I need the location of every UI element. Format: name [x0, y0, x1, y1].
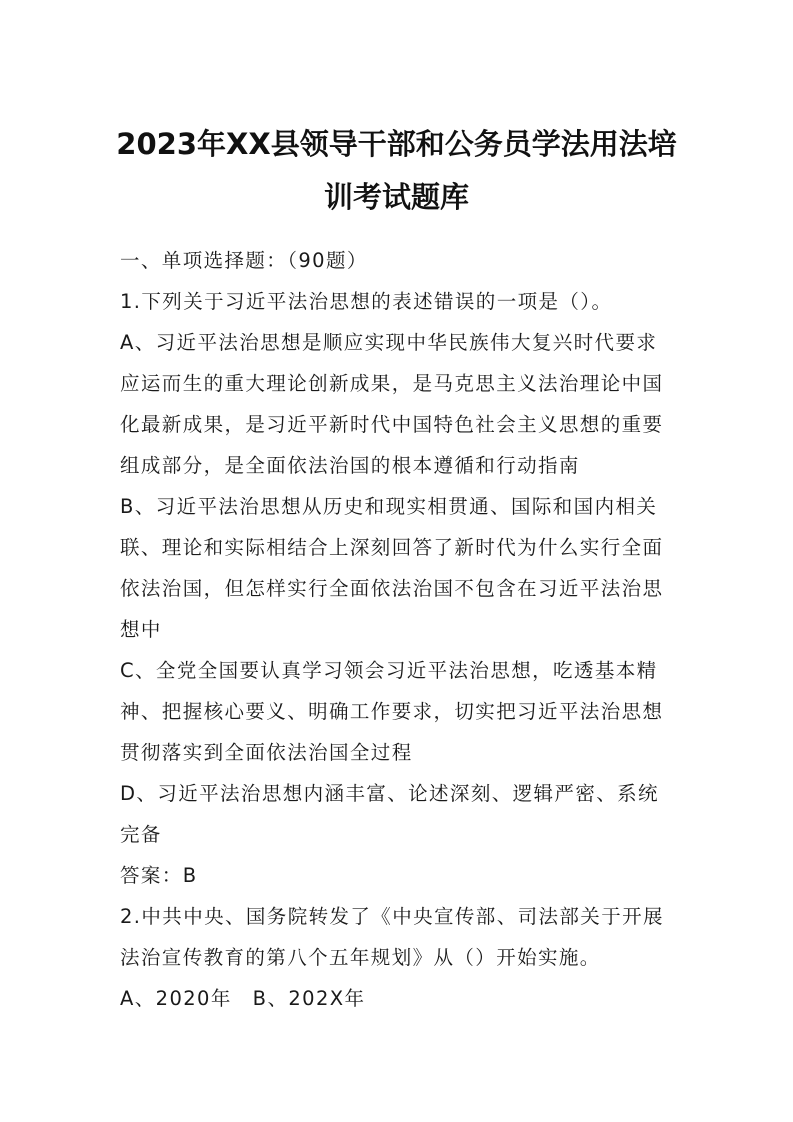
document-body	[120, 240, 673, 1019]
question-2	[120, 896, 673, 1019]
question-1	[120, 281, 673, 896]
document-title	[110, 118, 683, 224]
title-line-2: 训考试题库	[323, 180, 469, 214]
question-stem: 2.中共中央、国务院转发了《中央宣传部、司法部关于开展法治宣传教育的第八个五年规划》从（）开始实施。	[120, 905, 664, 969]
question-stem: 1.下列关于习近平法治思想的表述错误的一项是（）。	[120, 290, 613, 313]
options-ab: A、2020年 B、202X年	[120, 987, 366, 1010]
option-a: A、习近平法治思想是顺应实现中华民族伟大复兴时代要求应运而生的重大理论创新成果，是马克思主义法治理论中国化最新成果，是习近平新时代中国特色社会主义思想的重要组成部分，是全面依法治国的根本遵循和行动指南	[120, 331, 664, 477]
section-heading: 一、单项选择题：（90题）	[120, 249, 368, 272]
option-b: B、习近平法治思想从历史和现实相贯通、国际和国内相关联、理论和实际相结合上深刻回答了新时代为什么实行全面依法治国，但怎样实行全面依法治国不包含在习近平法治思想中	[120, 495, 664, 641]
title-line-1: 2023年XX县领导干部和公务员学法用法培	[116, 127, 677, 161]
option-c: C、全党全国要认真学习领会习近平法治思想，吃透基本精神、把握核心要义、明确工作要求，切实把习近平法治思想贯彻落实到全面依法治国全过程	[120, 659, 664, 764]
answer: 答案：B	[120, 864, 198, 887]
option-d: D、习近平法治思想内涵丰富、论述深刻、逻辑严密、系统完备	[120, 782, 659, 846]
